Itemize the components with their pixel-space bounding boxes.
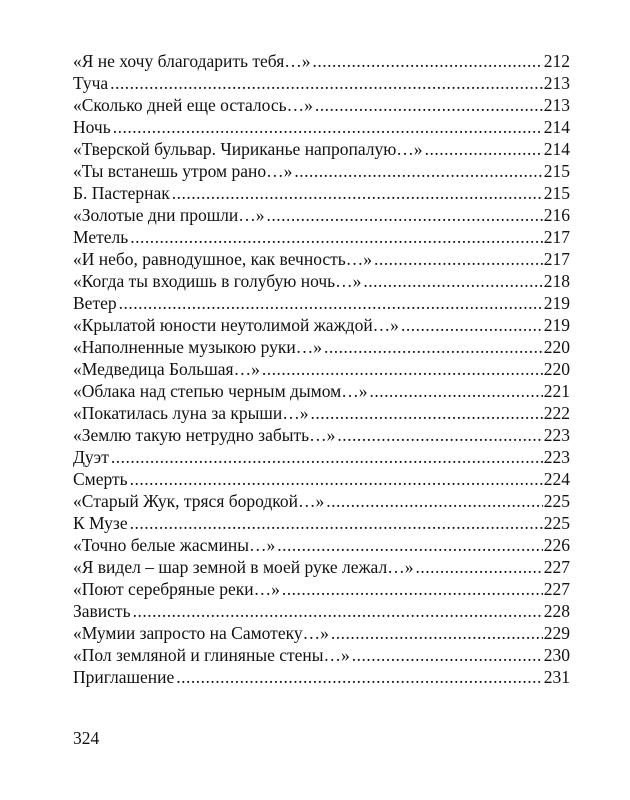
toc-entry-page: 220 xyxy=(543,337,570,357)
dot-leader xyxy=(130,226,543,248)
toc-entry-title: «Точно белые жасмины…» xyxy=(73,535,276,555)
toc-entry-page: 227 xyxy=(543,557,570,577)
toc-entry-title: Ночь xyxy=(73,117,111,137)
dot-leader xyxy=(415,556,542,578)
toc-entry xyxy=(73,380,570,402)
toc-entry xyxy=(73,160,570,182)
dot-leader xyxy=(277,534,543,556)
toc-entry-page: 222 xyxy=(543,403,570,423)
toc-entry-title: «Медведица Большая…» xyxy=(73,359,260,379)
toc-entry-title: «Крылатой юности неутолимой жаждой…» xyxy=(73,315,399,335)
toc-entry-title: «Старый Жук, тряся бородкой…» xyxy=(73,491,325,511)
toc-entry xyxy=(73,666,570,688)
dot-leader xyxy=(172,182,543,204)
toc-entry-page: 220 xyxy=(543,359,570,379)
dot-leader xyxy=(352,644,543,666)
dot-leader xyxy=(337,424,542,446)
toc-entry xyxy=(73,578,570,600)
dot-leader xyxy=(326,490,542,512)
toc-entry xyxy=(73,182,570,204)
toc-entry-page: 228 xyxy=(543,601,570,621)
dot-leader xyxy=(324,336,543,358)
toc-entry-page: 214 xyxy=(543,117,570,137)
toc-entry xyxy=(73,512,570,534)
toc-entry-page: 219 xyxy=(543,293,570,313)
toc-entry-page: 231 xyxy=(543,667,570,687)
toc-entry-page: 224 xyxy=(543,469,570,489)
toc-entry-page: 215 xyxy=(543,161,570,181)
toc-entry-page: 223 xyxy=(543,447,570,467)
toc-entry-title: Зависть xyxy=(73,601,131,621)
dot-leader xyxy=(130,512,543,534)
toc-entry-page: 212 xyxy=(543,51,570,71)
dot-leader xyxy=(315,94,543,116)
toc-entry xyxy=(73,600,570,622)
table-of-contents xyxy=(73,50,570,688)
dot-leader xyxy=(113,116,543,138)
toc-entry-page: 213 xyxy=(543,73,570,93)
dot-leader xyxy=(370,380,543,402)
toc-entry xyxy=(73,446,570,468)
dot-leader xyxy=(310,402,542,424)
toc-entry xyxy=(73,270,570,292)
toc-entry-title: «Поют серебряные реки…» xyxy=(73,579,280,599)
toc-entry-title: Смерть xyxy=(73,469,128,489)
toc-entry-page: 221 xyxy=(543,381,570,401)
dot-leader xyxy=(401,314,543,336)
dot-leader xyxy=(110,72,543,94)
toc-entry xyxy=(73,402,570,424)
toc-entry-title: Метель xyxy=(73,227,129,247)
dot-leader xyxy=(331,622,543,644)
toc-entry-title: «И небо, равнодушное, как вечность…» xyxy=(73,249,373,269)
dot-leader xyxy=(363,270,542,292)
toc-entry xyxy=(73,424,570,446)
toc-entry-title: «Сколько дней еще осталось…» xyxy=(73,95,313,115)
toc-entry-title: «Когда ты входишь в голубую ночь…» xyxy=(73,271,362,291)
toc-entry-page: 216 xyxy=(543,205,570,225)
dot-leader xyxy=(111,446,543,468)
dot-leader xyxy=(294,160,542,182)
toc-entry-page: 217 xyxy=(543,249,570,269)
dot-leader xyxy=(119,292,543,314)
toc-entry xyxy=(73,226,570,248)
toc-entry-page: 229 xyxy=(543,623,570,643)
toc-entry-title: Дуэт xyxy=(73,447,109,467)
toc-entry-title: «Я видел – шар земной в моей руке лежал…» xyxy=(73,557,414,577)
toc-entry-page: 214 xyxy=(543,139,570,159)
toc-entry xyxy=(73,248,570,270)
toc-entry-title: «Тверской бульвар. Чириканье напропалую…» xyxy=(73,139,423,159)
toc-entry xyxy=(73,204,570,226)
toc-entry-title: «Облака над степью черным дымом…» xyxy=(73,381,368,401)
toc-entry-title: «Покатилась луна за крыши…» xyxy=(73,403,309,423)
toc-entry xyxy=(73,644,570,666)
toc-entry-title: Б. Пастернак xyxy=(73,183,170,203)
toc-entry-page: 227 xyxy=(543,579,570,599)
toc-entry xyxy=(73,534,570,556)
toc-entry-page: 219 xyxy=(543,315,570,335)
toc-entry xyxy=(73,314,570,336)
toc-entry xyxy=(73,94,570,116)
toc-entry-page: 213 xyxy=(543,95,570,115)
toc-entry-title: «Я не хочу благодарить тебя…» xyxy=(73,51,311,71)
toc-entry-title: «Пол земляной и глиняные стены…» xyxy=(73,645,350,665)
toc-entry xyxy=(73,336,570,358)
dot-leader xyxy=(313,50,543,72)
toc-entry xyxy=(73,556,570,578)
toc-entry-page: 215 xyxy=(543,183,570,203)
toc-entry-title: К Музе xyxy=(73,513,128,533)
toc-entry xyxy=(73,138,570,160)
toc-entry xyxy=(73,116,570,138)
toc-entry xyxy=(73,622,570,644)
toc-entry-title: «Золотые дни прошли…» xyxy=(73,205,265,225)
dot-leader xyxy=(374,248,543,270)
toc-entry-page: 225 xyxy=(543,513,570,533)
toc-entry-title: Приглашение xyxy=(73,667,175,687)
dot-leader xyxy=(262,358,543,380)
toc-entry-title: «Наполненные музыкою руки…» xyxy=(73,337,322,357)
toc-entry xyxy=(73,490,570,512)
toc-entry-title: Ветер xyxy=(73,293,117,313)
dot-leader xyxy=(267,204,543,226)
toc-entry xyxy=(73,468,570,490)
dot-leader xyxy=(282,578,543,600)
toc-entry-page: 226 xyxy=(543,535,570,555)
toc-entry-title: «Землю такую нетрудно забыть…» xyxy=(73,425,336,445)
dot-leader xyxy=(176,666,542,688)
page-number: 324 xyxy=(73,728,100,748)
toc-entry-page: 225 xyxy=(543,491,570,511)
toc-entry-page: 230 xyxy=(543,645,570,665)
toc-entry-page: 217 xyxy=(543,227,570,247)
toc-entry xyxy=(73,358,570,380)
toc-entry-page: 223 xyxy=(543,425,570,445)
dot-leader xyxy=(130,468,543,490)
toc-entry xyxy=(73,72,570,94)
toc-entry xyxy=(73,292,570,314)
dot-leader xyxy=(133,600,543,622)
dot-leader xyxy=(425,138,543,160)
toc-entry xyxy=(73,50,570,72)
toc-entry-title: «Ты встанешь утром рано…» xyxy=(73,161,293,181)
toc-entry-page: 218 xyxy=(543,271,570,291)
toc-entry-title: Туча xyxy=(73,73,109,93)
toc-entry-title: «Мумии запросто на Самотеку…» xyxy=(73,623,329,643)
